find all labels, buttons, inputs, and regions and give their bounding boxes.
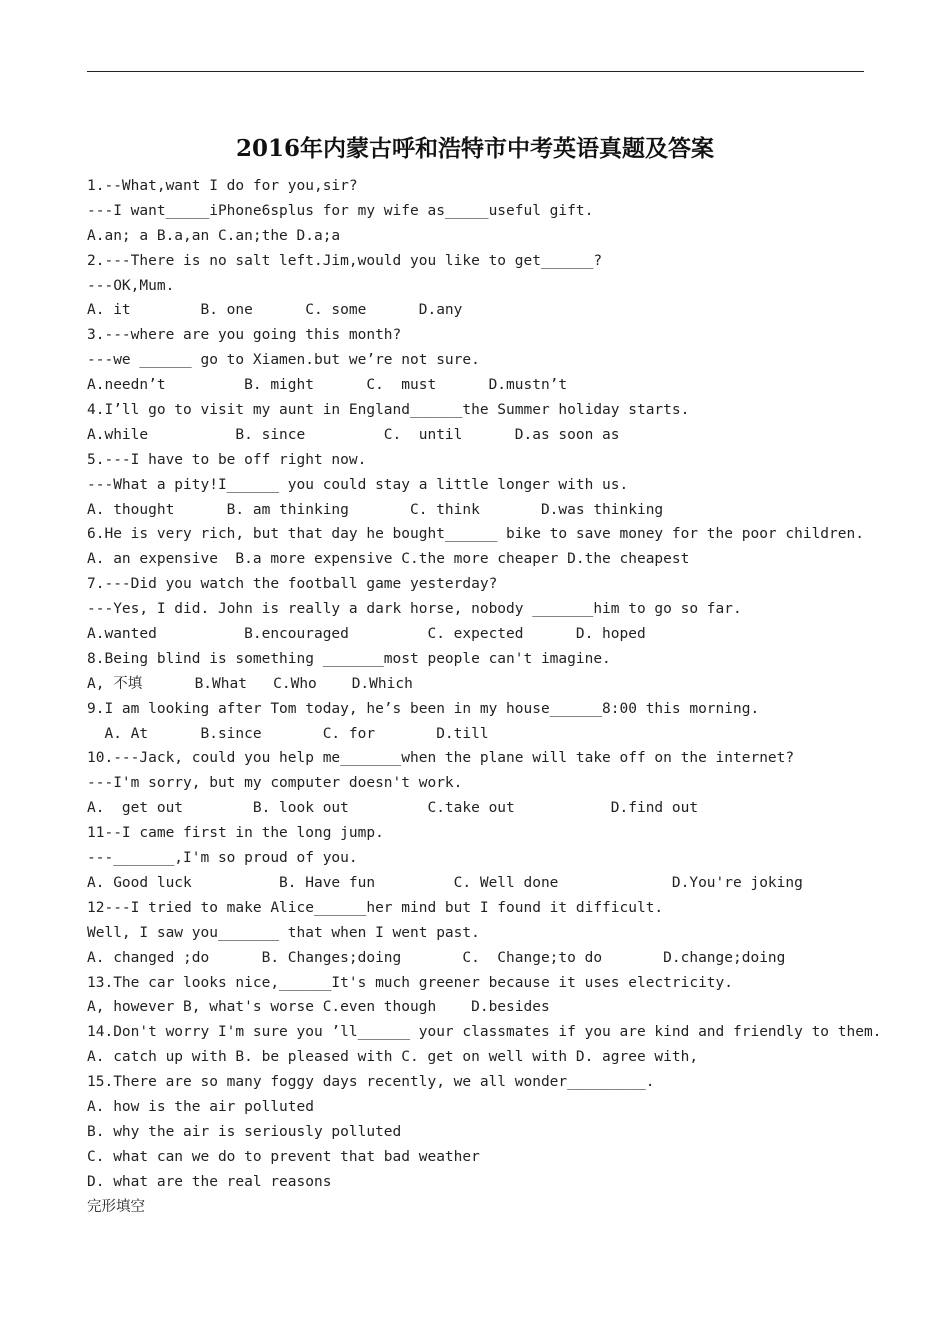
text-line: A. catch up with B. be pleased with C. get on well with D. agree with,: [87, 1049, 699, 1066]
text-line: 4.I’ll go to visit my aunt in England______the Summer holiday starts.: [87, 402, 690, 419]
text-line: 6.He is very rich, but that day he bought______ bike to save money for the poor children.: [87, 526, 864, 543]
text-line: D. what are the real reasons: [87, 1173, 332, 1190]
text-line: ---_______,I'm so proud of you.: [87, 850, 358, 867]
text-line: A.while B. since C. until D.as soon as: [87, 426, 620, 443]
header-rule: [87, 71, 864, 72]
text-line: 14.Don't worry I'm sure you ’ll______ your classmates if you are kind and friendly to them.: [87, 1024, 882, 1041]
text-line: Well, I saw you_______ that when I went past.: [87, 924, 480, 941]
text-line: 1.--What,want I do for you,sir?: [87, 178, 358, 194]
text-line: A. changed ;do B. Changes;doing C. Change;to do D.change;doing: [87, 949, 786, 966]
text-line: 完形填空: [87, 1198, 145, 1215]
text-line: A.an; a B.a,an C.an;the D.a;a: [87, 227, 341, 244]
text-line: 7.---Did you watch the football game yesterday?: [87, 576, 498, 593]
text-line: A.needn’t B. might C. must D.mustn’t: [87, 377, 568, 394]
text-line: A. it B. one C. some D.any: [87, 302, 463, 319]
text-line: ---What a pity!I______ you could stay a little longer with us.: [87, 476, 629, 493]
text-line: 9.I am looking after Tom today, he’s been in my house______8:00 this morning.: [87, 700, 760, 717]
text-line: A. Good luck B. Have fun C. Well done D.You're joking: [87, 874, 803, 891]
text-line: A, 不填 B.What C.Who D.Which: [87, 675, 413, 692]
text-line: 5.---I have to be off right now.: [87, 451, 367, 468]
text-line: A. an expensive B.a more expensive C.the more cheaper D.the cheapest: [87, 551, 690, 568]
text-line: 15.There are so many foggy days recently, we all wonder_________.: [87, 1074, 655, 1091]
text-line: A. get out B. look out C.take out D.find out: [87, 800, 699, 817]
text-line: ---I want_____iPhone6splus for my wife as_____useful gift.: [87, 202, 594, 219]
text-line: 11--I came first in the long jump.: [87, 825, 384, 842]
question-list: [87, 174, 887, 1219]
text-line: ---we ______ go to Xiamen.but we’re not sure.: [87, 352, 480, 369]
text-line: ---I'm sorry, but my computer doesn't work.: [87, 775, 463, 792]
text-line: 13.The car looks nice,______It's much greener because it uses electricity.: [87, 974, 734, 991]
text-line: A. how is the air polluted: [87, 1098, 314, 1115]
text-line: A. thought B. am thinking C. think D.was thinking: [87, 501, 664, 518]
text-line: 3.---where are you going this month?: [87, 327, 402, 344]
document-title: 2016年内蒙古呼和浩特市中考英语真题及答案: [235, 135, 714, 162]
text-line: A. At B.since C. for D.till: [87, 725, 489, 742]
text-line: C. what can we do to prevent that bad weather: [87, 1148, 480, 1165]
text-line: 10.---Jack, could you help me_______when the plane will take off on the internet?: [87, 750, 795, 767]
text-line: A, however B, what's worse C.even though D.besides: [87, 999, 550, 1016]
text-line: 8.Being blind is something _______most people can't imagine.: [87, 650, 611, 667]
text-line: ---OK,Mum.: [87, 277, 175, 294]
text-line: B. why the air is seriously polluted: [87, 1123, 402, 1140]
text-line: A.wanted B.encouraged C. expected D. hoped: [87, 626, 646, 643]
text-line: 12---I tried to make Alice______her mind but I found it difficult.: [87, 899, 664, 916]
text-line: 2.---There is no salt left.Jim,would you like to get______?: [87, 252, 603, 269]
text-line: ---Yes, I did. John is really a dark horse, nobody _______him to go so far.: [87, 601, 742, 618]
